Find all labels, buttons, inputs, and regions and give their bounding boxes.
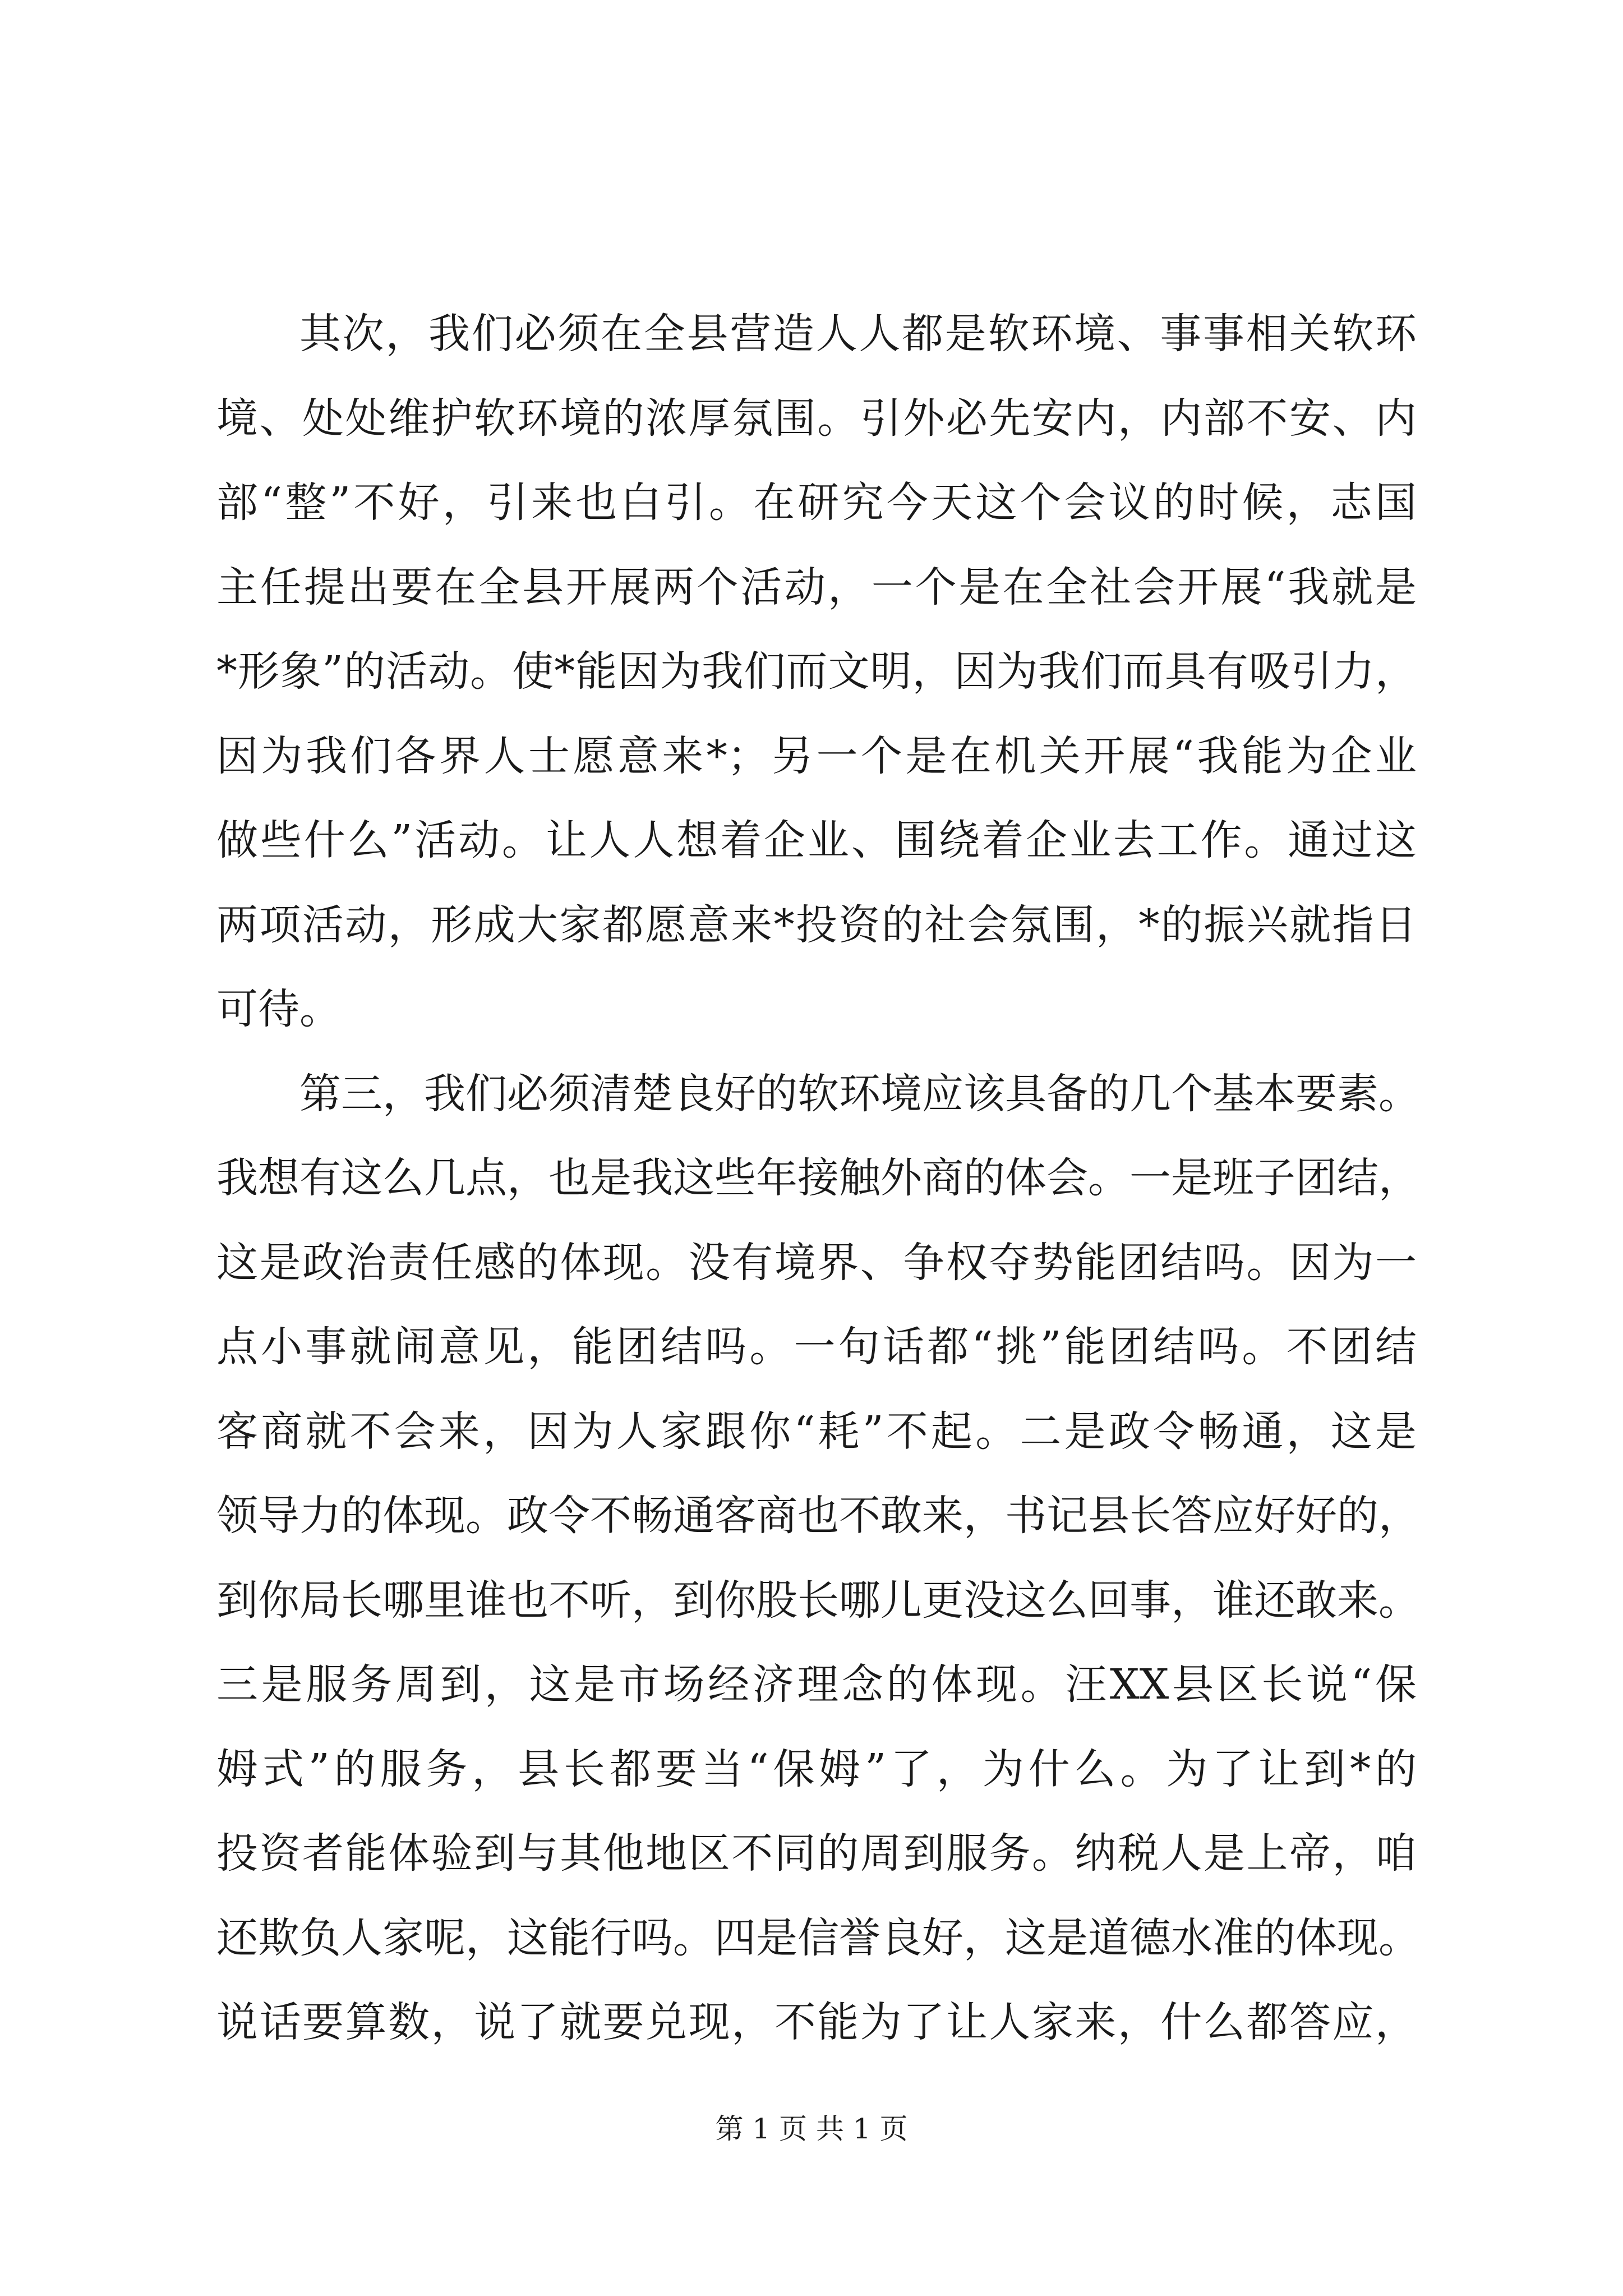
- paragraph-2-line-2: 我想有这么几点，也是我这些年接触外商的体会。一是班子团结，: [216, 1154, 1420, 1202]
- paragraph-2-line-6: 领导力的体现。政令不畅通客商也不敢来，书记县长答应好好的，: [216, 1492, 1420, 1540]
- document-body: [216, 292, 1420, 2065]
- paragraph-1-line-2: 境、处处维护软环境的浓厚氛围。引外必先安内，内部不安、内: [216, 394, 1417, 443]
- paragraph-1-line-3: 部“整”不好，引来也白引。在研究今天这个会议的时候，志国: [216, 478, 1417, 527]
- paragraph-1-line-8: 两项活动，形成大家都愿意来*投资的社会氛围，*的振兴就指日: [216, 900, 1417, 949]
- paragraph-1-line-5: *形象”的活动。使*能因为我们而文明，因为我们而具有吸引力，: [216, 647, 1417, 696]
- paragraph-2-line-11: 还欺负人家呢，这能行吗。四是信誉良好，这是道德水准的体现。: [216, 1913, 1420, 1962]
- paragraph-1-line-4: 主任提出要在全县开展两个活动，一个是在全社会开展“我就是: [216, 563, 1417, 611]
- paragraph-2-line-4: 点小事就闹意见，能团结吗。一句话都“挑”能团结吗。不团结: [216, 1323, 1417, 1371]
- paragraph-2-line-9: 姆式”的服务，县长都要当“保姆”了，为什么。为了让到*的: [216, 1745, 1417, 1793]
- paragraph-2-line-12: 说话要算数，说了就要兑现，不能为了让人家来，什么都答应，: [216, 1998, 1417, 2046]
- paragraph-2-line-5: 客商就不会来，因为人家跟你“耗”不起。二是政令畅通，这是: [216, 1407, 1417, 1456]
- paragraph-1-line-6: 因为我们各界人士愿意来*；另一个是在机关开展“我能为企业: [216, 731, 1417, 780]
- paragraph-1-line-9: 可待。: [216, 985, 341, 1033]
- paragraph-2-line-10: 投资者能体验到与其他地区不同的周到服务。纳税人是上帝，咱: [216, 1829, 1417, 1878]
- paragraph-2-line-3: 这是政治责任感的体现。没有境界、争权夺势能团结吗。因为一: [216, 1238, 1417, 1287]
- page-number-label: 第 1 页 共 1 页: [715, 2113, 908, 2145]
- paragraph-2-line-7: 到你局长哪里谁也不听，到你股长哪儿更没这么回事，谁还敢来。: [216, 1576, 1420, 1625]
- paragraph-2-line-1: 第三，我们必须清楚良好的软环境应该具备的几个基本要素。: [299, 1069, 1420, 1118]
- paragraph-1-line-7: 做些什么”活动。让人人想着企业、围绕着企业去工作。通过这: [216, 816, 1417, 864]
- paragraph-1-line-1: 其次，我们必须在全县营造人人都是软环境、事事相关软环: [299, 310, 1417, 358]
- paragraph-2-line-8: 三是服务周到，这是市场经济理念的体现。汪XX县区长说“保: [216, 1660, 1417, 1709]
- page-footer: [0, 2106, 1623, 2147]
